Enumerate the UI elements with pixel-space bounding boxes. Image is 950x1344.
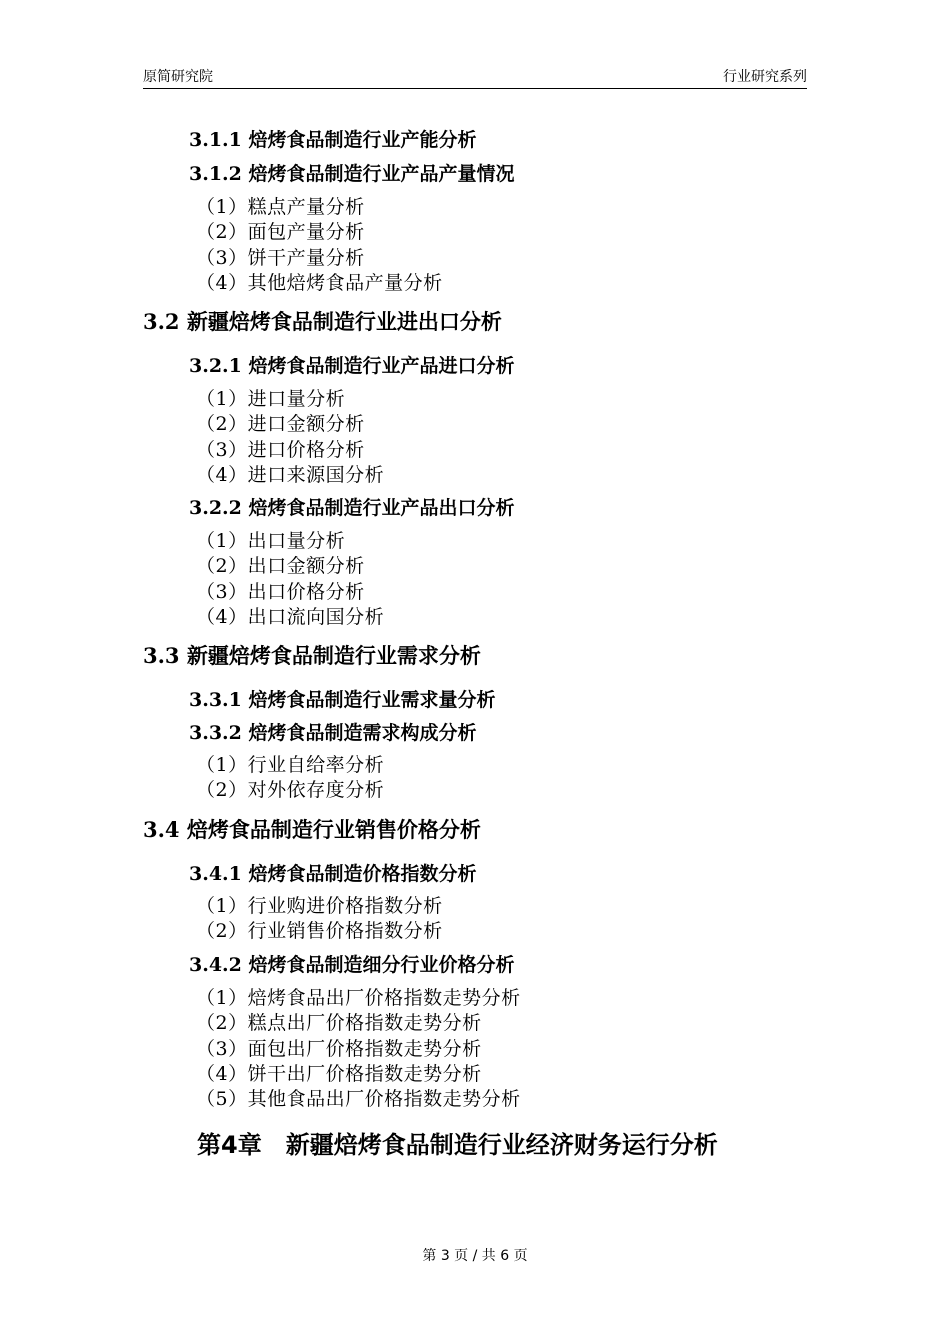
toc-item: （1）行业自给率分析 (196, 754, 385, 776)
toc-item: （2）面包产量分析 (196, 221, 365, 243)
toc-item: （1）糕点产量分析 (196, 196, 365, 218)
toc-subsection: 3.1.2 焙烤食品制造行业产品产量情况 (189, 163, 515, 185)
toc-item: （2）出口金额分析 (196, 555, 365, 577)
toc-item: （1）进口量分析 (196, 388, 346, 410)
toc-item: （4）饼干出厂价格指数走势分析 (196, 1063, 482, 1085)
toc-item: （4）进口来源国分析 (196, 464, 385, 486)
toc-subsection: 3.3.2 焙烤食品制造需求构成分析 (189, 722, 477, 744)
header-org-name: 原简研究院 (143, 69, 213, 85)
toc-subsection: 3.3.1 焙烤食品制造行业需求量分析 (189, 689, 496, 711)
toc-chapter: 第4章 新疆焙烤食品制造行业经济财务运行分析 (197, 1131, 718, 1159)
toc-item: （3）面包出厂价格指数走势分析 (196, 1038, 482, 1060)
toc-subsection: 3.4.2 焙烤食品制造细分行业价格分析 (189, 954, 515, 976)
toc-subsection: 3.2.1 焙烤食品制造行业产品进口分析 (189, 355, 515, 377)
header-series-name: 行业研究系列 (723, 69, 807, 85)
toc-subsection: 3.2.2 焙烤食品制造行业产品出口分析 (189, 497, 515, 519)
toc-item: （1）出口量分析 (196, 530, 346, 552)
toc-section: 3.3 新疆焙烤食品制造行业需求分析 (143, 643, 481, 668)
toc-item: （3）进口价格分析 (196, 439, 365, 461)
toc-item: （3）饼干产量分析 (196, 247, 365, 269)
toc-section: 3.4 焙烤食品制造行业销售价格分析 (143, 817, 481, 842)
toc-item: （2）进口金额分析 (196, 413, 365, 435)
toc-item: （1）焙烤食品出厂价格指数走势分析 (196, 987, 521, 1009)
toc-item: （4）其他焙烤食品产量分析 (196, 272, 443, 294)
toc-item: （1）行业购进价格指数分析 (196, 895, 443, 917)
toc-item: （2）糕点出厂价格指数走势分析 (196, 1012, 482, 1034)
page-number: 第 3 页 / 共 6 页 (422, 1248, 528, 1264)
toc-item: （3）出口价格分析 (196, 581, 365, 603)
toc-section: 3.2 新疆焙烤食品制造行业进出口分析 (143, 309, 502, 334)
toc-item: （2）对外依存度分析 (196, 779, 385, 801)
toc-subsection: 3.4.1 焙烤食品制造价格指数分析 (189, 863, 477, 885)
toc-subsection: 3.1.1 焙烤食品制造行业产能分析 (189, 129, 477, 151)
toc-item: （2）行业销售价格指数分析 (196, 920, 443, 942)
toc-item: （5）其他食品出厂价格指数走势分析 (196, 1088, 521, 1110)
toc-item: （4）出口流向国分析 (196, 606, 385, 628)
